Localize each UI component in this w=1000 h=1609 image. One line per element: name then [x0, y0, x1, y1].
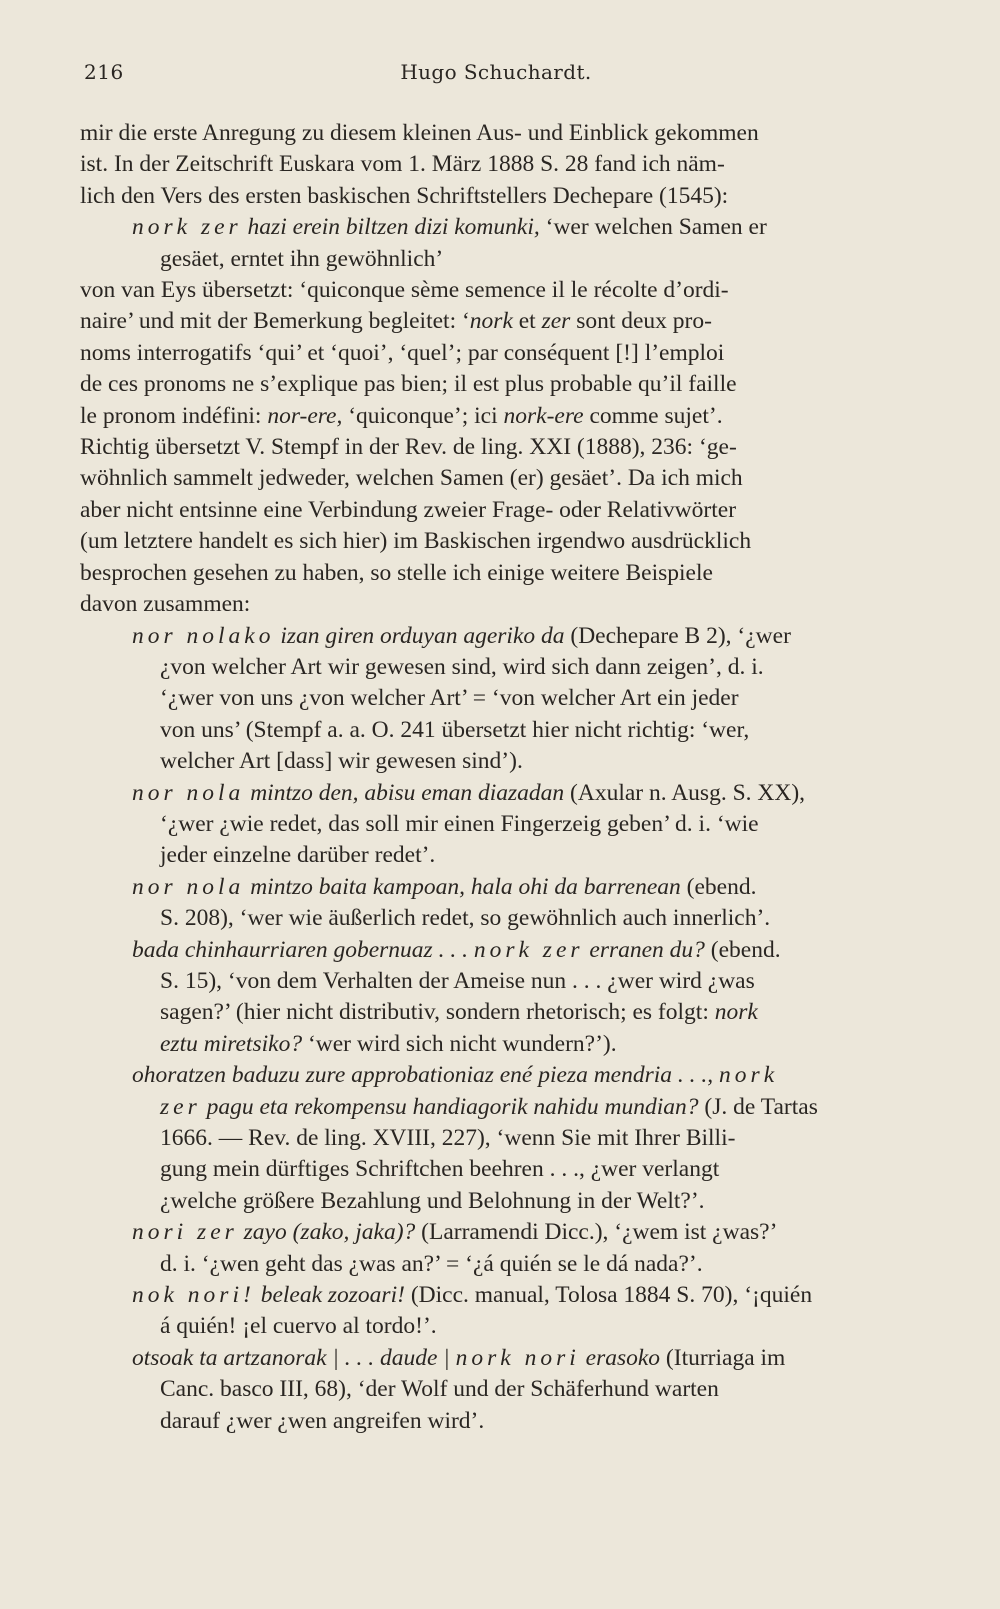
- text-line: [80, 1311, 918, 1342]
- text-line: [80, 903, 918, 934]
- italic-example-text: nor-ere,: [267, 402, 343, 429]
- italic-example-text: hazi erein biltzen dizi komunki,: [247, 214, 540, 241]
- text-line: [80, 935, 918, 966]
- italic-example-text: otsoak ta artzanorak | . . . daude |: [132, 1344, 456, 1371]
- text-line: [80, 118, 918, 149]
- text-run: ¿von welcher Art wir gewesen sind, wird sich dann zeigen’, d. i.: [160, 653, 764, 680]
- text-run: aber nicht entsinne eine Verbindung zweier Frage- oder Relativwörter: [80, 496, 737, 523]
- text-run: et: [512, 308, 542, 335]
- text-run: naire’ und mit der Bemerkung begleitet: ‘: [80, 308, 470, 335]
- text-line: [80, 369, 918, 400]
- italic-example-text: nork: [469, 308, 513, 335]
- italic-example-text: beleak zozoari!: [260, 1282, 405, 1309]
- italic-example-text: nork: [714, 999, 758, 1026]
- text-run: á quién! ¡el cuervo al tordo!’.: [160, 1313, 437, 1340]
- text-line: [80, 778, 918, 809]
- text-run: darauf ¿wer ¿wen angreifen wird’.: [160, 1407, 485, 1434]
- text-line: [80, 621, 918, 652]
- italic-example-text: mintzo den, abisu eman diazadan: [250, 779, 565, 806]
- running-head: Hugo Schuchardt.: [400, 60, 592, 84]
- text-run: lich den Vers des ersten baskischen Schriftstellers Dechepare (1545):: [80, 182, 729, 209]
- text-line: [80, 652, 918, 683]
- text-run: (Dechepare B 2), ‘¿wer: [564, 622, 791, 649]
- text-run: (ebend.: [704, 936, 781, 963]
- text-line: [80, 1092, 918, 1123]
- text-line: [80, 1029, 918, 1060]
- italic-example-text: erasoko: [585, 1344, 661, 1371]
- text-line: [80, 683, 918, 714]
- italic-example-text: nor nola: [132, 873, 245, 900]
- italic-example-text: nork: [719, 1062, 779, 1089]
- text-line: [80, 181, 918, 212]
- text-line: [80, 1217, 918, 1248]
- text-run: ‘¿wer ¿wie redet, das soll mir einen Fingerzeig geben’ d. i. ‘wie: [160, 810, 759, 837]
- text-run: (Larramendi Dicc.), ‘¿wem ist ¿was?’: [415, 1219, 778, 1246]
- text-run: von uns’ (Stempf a. a. O. 241 übersetzt hier nicht richtig: ‘wer,: [160, 716, 750, 743]
- text-line: [80, 1280, 918, 1311]
- body-text: [80, 118, 918, 1437]
- text-run: wöhnlich sammelt jedweder, welchen Samen (er) gesäet’. Da ich mich: [80, 465, 743, 492]
- text-run: (Iturriaga im: [660, 1344, 786, 1371]
- text-line: [80, 746, 918, 777]
- italic-example-text: bada chinhaurriaren gobernuaz . . .: [132, 936, 474, 963]
- text-line: [80, 809, 918, 840]
- text-run: Richtig übersetzt V. Stempf in der Rev. de ling. XXI (1888), 236: ‘ge-: [80, 434, 737, 461]
- text-run: ‘wer wird sich nicht wundern?’).: [302, 1030, 617, 1057]
- italic-example-text: zer: [541, 308, 571, 335]
- text-line: [80, 1406, 918, 1437]
- text-run: gung mein dürftiges Schriftchen beehren . . ., ¿wer verlangt: [160, 1156, 720, 1183]
- text-line: [80, 1186, 918, 1217]
- italic-example-text: nok nori!: [132, 1282, 255, 1309]
- text-run: besprochen gesehen zu haben, so stelle ich einige weitere Beispiele: [80, 559, 713, 586]
- text-line: [80, 840, 918, 871]
- text-run: (um letztere handelt es sich hier) im Baskischen irgendwo ausdrücklich: [80, 528, 752, 555]
- text-run: mir die erste Anregung zu diesem kleinen Aus- und Einblick gekommen: [80, 120, 759, 146]
- text-run: S. 208), ‘wer wie äußerlich redet, so gewöhnlich auch innerlich’.: [160, 905, 771, 932]
- text-line: [80, 997, 918, 1028]
- text-line: [80, 1060, 918, 1091]
- text-run: S. 15), ‘von dem Verhalten der Ameise nun . . . ¿wer wird ¿was: [160, 967, 755, 994]
- text-line: [80, 872, 918, 903]
- italic-example-text: nork-ere: [503, 402, 584, 429]
- italic-example-text: pagu eta rekompensu handiagorik nahidu mundian?: [206, 1093, 699, 1120]
- text-line: [80, 1343, 918, 1374]
- text-line: [80, 338, 918, 369]
- text-line: [80, 275, 918, 306]
- text-run: (Axular n. Ausg. S. XX),: [564, 779, 806, 806]
- text-line: [80, 526, 918, 557]
- text-run: sagen?’ (hier nicht distributiv, sondern rhetorisch; es folgt:: [160, 999, 715, 1026]
- italic-example-text: izan giren orduyan ageriko da: [280, 622, 565, 649]
- text-run: ‘wer welchen Samen er: [539, 214, 767, 241]
- text-run: davon zusammen:: [80, 591, 251, 618]
- text-line: [80, 212, 918, 243]
- text-run: ist. In der Zeitschrift Euskara vom 1. März 1888 S. 28 fand ich näm-: [80, 151, 725, 178]
- text-run: gesäet, erntet ihn gewöhnlich’: [160, 245, 444, 272]
- text-line: [80, 463, 918, 494]
- text-line: [80, 401, 918, 432]
- text-run: le pronom indéfini:: [80, 402, 268, 429]
- text-run: ¿welche größere Bezahlung und Belohnung in der Welt?’.: [160, 1187, 705, 1214]
- text-line: [80, 244, 918, 275]
- text-line: [80, 715, 918, 746]
- text-line: [80, 306, 918, 337]
- italic-example-text: zer: [160, 1093, 201, 1120]
- italic-example-text: nork nori: [455, 1344, 580, 1371]
- italic-example-text: ohoratzen baduzu zure approbationiaz ené pieza mendria . . .,: [132, 1062, 720, 1089]
- text-run: (Dicc. manual, Tolosa 1884 S. 70), ‘¡quién: [404, 1282, 813, 1309]
- text-line: [80, 1154, 918, 1185]
- text-run: sont deux pro-: [570, 308, 712, 335]
- italic-example-text: eztu miretsiko?: [160, 1030, 303, 1057]
- italic-example-text: nork zer: [132, 214, 242, 241]
- text-run: von van Eys übersetzt: ‘quiconque sème semence il le récolte d’ordi-: [80, 277, 729, 304]
- text-line: [80, 1123, 918, 1154]
- text-run: welcher Art [dass] wir gewesen sind’).: [160, 748, 523, 775]
- text-run: jeder einzelne darüber redet’.: [160, 842, 436, 869]
- text-run: comme sujet’.: [583, 402, 723, 429]
- italic-example-text: zayo (zako, jaka)?: [243, 1219, 416, 1246]
- text-run: ‘quiconque’; ici: [342, 402, 504, 429]
- text-run: (J. de Tartas: [698, 1093, 818, 1120]
- italic-example-text: nor nolako: [132, 622, 275, 649]
- text-line: [80, 589, 918, 620]
- page-number: 216: [84, 60, 124, 84]
- page-header: [84, 60, 908, 90]
- italic-example-text: mintzo baita kampoan, hala ohi da barrenean: [250, 873, 681, 900]
- text-run: Canc. basco III, 68), ‘der Wolf und der Schäferhund warten: [160, 1376, 719, 1403]
- text-line: [80, 495, 918, 526]
- text-line: [80, 1374, 918, 1405]
- text-run: (ebend.: [680, 873, 757, 900]
- text-line: [80, 432, 918, 463]
- italic-example-text: erranen du?: [589, 936, 705, 963]
- text-line: [80, 149, 918, 180]
- text-run: d. i. ‘¿wen geht das ¿was an?’ = ‘¿á quién se le dá nada?’.: [160, 1250, 703, 1277]
- text-run: noms interrogatifs ‘qui’ et ‘quoi’, ‘quel’; par conséquent [!] l’emploi: [80, 339, 725, 366]
- text-line: [80, 558, 918, 589]
- italic-example-text: nori zer: [132, 1219, 238, 1246]
- italic-example-text: nork zer: [473, 936, 584, 963]
- text-run: de ces pronoms ne s’explique pas bien; il est plus probable qu’il faille: [80, 371, 737, 398]
- text-line: [80, 966, 918, 997]
- italic-example-text: nor nola: [132, 779, 245, 806]
- text-line: [80, 1249, 918, 1280]
- text-run: 1666. — Rev. de ling. XVIII, 227), ‘wenn Sie mit Ihrer Billi-: [160, 1125, 736, 1151]
- text-run: ‘¿wer von uns ¿von welcher Art’ = ‘von welcher Art ein jeder: [160, 685, 739, 712]
